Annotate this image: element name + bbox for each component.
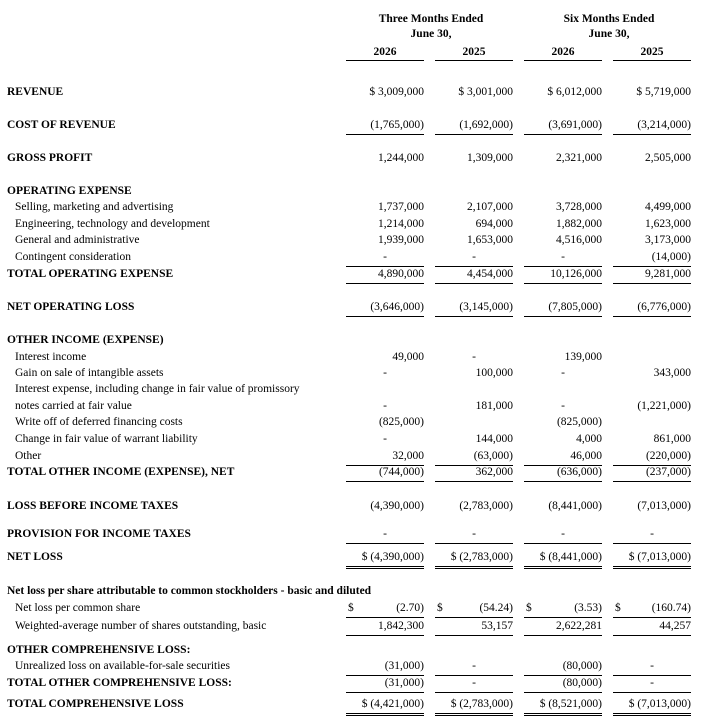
value-cell	[435, 268, 513, 280]
value-text: (2.70)	[396, 602, 424, 614]
underline-rule	[613, 481, 691, 482]
value-text: -	[383, 433, 387, 445]
currency-symbol: $	[437, 602, 443, 614]
value-cell	[435, 119, 513, 131]
underline-rule	[524, 481, 602, 482]
currency-symbol: $	[526, 602, 532, 614]
underline-rule	[435, 675, 513, 676]
value-cell	[613, 450, 691, 462]
value-text: 1,244,000	[378, 152, 424, 164]
underline-rule	[435, 635, 513, 636]
header-year: 2026	[551, 46, 575, 58]
value-cell	[524, 301, 602, 313]
underline-rule	[613, 134, 691, 135]
value-cell	[346, 551, 424, 563]
value-cell	[524, 86, 602, 98]
header-rule	[613, 60, 691, 61]
row-label: NET OPERATING LOSS	[7, 301, 135, 313]
underline-rule	[346, 316, 424, 317]
value-text: $ (4,390,000)	[361, 551, 424, 563]
value-text: $ (7,013,000)	[628, 551, 691, 563]
value-text: (237,000)	[645, 466, 691, 478]
value-cell	[613, 86, 691, 98]
underline-rule	[524, 617, 602, 618]
underline-rule	[346, 481, 424, 482]
value-text: $ (7,013,000)	[628, 698, 691, 710]
value-cell	[346, 677, 424, 689]
header-year: 2025	[462, 46, 486, 58]
row-label: Net loss per common share	[15, 602, 141, 614]
value-text: (1,221,000)	[637, 400, 691, 412]
value-text: (31,000)	[384, 677, 424, 689]
value-cell	[346, 351, 424, 363]
value-cell	[613, 528, 691, 540]
value-text: (1,765,000)	[370, 119, 424, 131]
underline-rule	[613, 692, 691, 693]
underline-rule	[524, 316, 602, 317]
currency-symbol: $	[615, 602, 621, 614]
row-label: TOTAL OTHER COMPREHENSIVE LOSS:	[7, 677, 232, 689]
double-underline-rule	[346, 568, 424, 569]
value-cell	[524, 152, 602, 164]
underline-rule	[435, 481, 513, 482]
value-cell	[346, 301, 424, 313]
row-label: Engineering, technology and development	[15, 218, 210, 230]
value-text: -	[561, 367, 565, 379]
row-label: notes carried at fair value	[15, 400, 132, 412]
value-text: 3,173,000	[645, 234, 691, 246]
value-text: (3,691,000)	[548, 119, 602, 131]
row-label: Net loss per share attributable to common stockholders - basic and diluted	[7, 585, 372, 597]
underline-rule	[524, 675, 602, 676]
value-text: (1,692,000)	[459, 119, 513, 131]
value-cell	[346, 218, 424, 230]
value-cell	[613, 152, 691, 164]
value-text: -	[650, 528, 654, 540]
value-cell	[435, 466, 513, 478]
value-text: $ (4,421,000)	[361, 698, 424, 710]
value-cell	[524, 602, 602, 614]
value-text: (636,000)	[556, 466, 602, 478]
value-text: (80,000)	[562, 660, 602, 672]
underline-rule	[613, 635, 691, 636]
value-text: -	[561, 251, 565, 263]
value-text: 2,505,000	[645, 152, 691, 164]
underline-rule	[346, 266, 424, 267]
value-text: (14,000)	[651, 251, 691, 263]
value-text: 49,000	[392, 351, 424, 363]
value-text: -	[472, 677, 476, 689]
row-label: TOTAL OTHER INCOME (EXPENSE), NET	[7, 466, 235, 478]
value-text: $ 5,719,000	[636, 86, 691, 98]
value-text: -	[383, 367, 387, 379]
value-cell	[613, 400, 691, 412]
value-cell	[613, 551, 691, 563]
header-group-six-months	[524, 12, 694, 42]
value-text: 1,623,000	[645, 218, 691, 230]
value-text: 1,939,000	[378, 234, 424, 246]
underline-rule	[524, 566, 602, 567]
underline-rule	[524, 283, 602, 284]
value-cell	[613, 251, 691, 263]
value-text: (8,441,000)	[548, 500, 602, 512]
value-cell	[613, 201, 691, 213]
value-text: (7,805,000)	[548, 301, 602, 313]
value-text: -	[472, 251, 476, 263]
value-text: 1,737,000	[378, 201, 424, 213]
value-text: $ (8,521,000)	[539, 698, 602, 710]
value-text: (54.24)	[479, 602, 513, 614]
value-text: -	[383, 251, 387, 263]
value-text: -	[472, 660, 476, 672]
value-text: -	[383, 528, 387, 540]
value-text: 4,516,000	[556, 234, 602, 246]
value-cell	[435, 400, 513, 412]
value-cell	[524, 351, 602, 363]
header-rule	[435, 60, 513, 61]
value-text: 1,842,300	[378, 620, 424, 632]
row-label: OTHER INCOME (EXPENSE)	[7, 334, 164, 346]
value-cell	[346, 152, 424, 164]
underline-rule	[346, 566, 424, 567]
value-cell	[346, 500, 424, 512]
value-text: -	[561, 528, 565, 540]
underline-rule	[435, 692, 513, 693]
double-underline-rule	[346, 715, 424, 716]
underline-rule	[346, 675, 424, 676]
value-cell	[346, 620, 424, 632]
underline-rule	[435, 617, 513, 618]
row-label: REVENUE	[7, 86, 64, 98]
underline-rule	[346, 713, 424, 714]
row-label: GROSS PROFIT	[7, 152, 93, 164]
value-cell	[524, 400, 602, 412]
value-text: 2,107,000	[467, 201, 513, 213]
value-text: 2,321,000	[556, 152, 602, 164]
row-label: Write off of deferred financing costs	[15, 416, 183, 428]
value-cell	[435, 351, 513, 363]
row-label: Interest expense, including change in fair value of promissory	[15, 383, 300, 395]
underline-rule	[435, 283, 513, 284]
value-cell	[613, 367, 691, 379]
value-cell	[346, 234, 424, 246]
value-cell	[524, 551, 602, 563]
value-text: $ 6,012,000	[547, 86, 602, 98]
double-underline-rule	[613, 715, 691, 716]
value-cell	[435, 367, 513, 379]
underline-rule	[613, 316, 691, 317]
currency-symbol: $	[348, 602, 354, 614]
value-text: (744,000)	[378, 466, 424, 478]
value-text: 53,157	[481, 620, 513, 632]
value-cell	[435, 433, 513, 445]
value-cell	[613, 677, 691, 689]
value-text: $ 3,001,000	[458, 86, 513, 98]
underline-rule	[524, 692, 602, 693]
value-text: 1,653,000	[467, 234, 513, 246]
row-label: General and administrative	[15, 234, 140, 246]
underline-rule	[435, 266, 513, 267]
value-cell	[613, 602, 691, 614]
underline-rule	[613, 675, 691, 676]
value-text: (80,000)	[562, 677, 602, 689]
value-text: 1,882,000	[556, 218, 602, 230]
header-group-label: Three Months Ended	[378, 13, 484, 25]
value-cell	[524, 367, 602, 379]
value-text: 4,499,000	[645, 201, 691, 213]
header-group-label: Six Months Ended	[563, 13, 655, 25]
value-text: 9,281,000	[645, 268, 691, 280]
value-text: (6,776,000)	[637, 301, 691, 313]
value-cell	[613, 218, 691, 230]
value-cell	[435, 551, 513, 563]
value-text: 10,126,000	[550, 268, 602, 280]
double-underline-rule	[613, 568, 691, 569]
value-cell	[524, 119, 602, 131]
value-cell	[524, 620, 602, 632]
value-cell	[524, 450, 602, 462]
value-text: $ 3,009,000	[369, 86, 424, 98]
value-text: -	[472, 528, 476, 540]
row-label: Contingent consideration	[15, 251, 131, 263]
value-cell	[613, 119, 691, 131]
value-text: (3,214,000)	[637, 119, 691, 131]
underline-rule	[435, 713, 513, 714]
value-text: 1,214,000	[378, 218, 424, 230]
underline-rule	[435, 134, 513, 135]
value-cell	[524, 433, 602, 445]
value-text: (3.53)	[574, 602, 602, 614]
underline-rule	[613, 266, 691, 267]
value-cell	[613, 660, 691, 672]
underline-rule	[435, 566, 513, 567]
value-text: (31,000)	[384, 660, 424, 672]
row-label: Interest income	[15, 351, 87, 363]
value-text: 4,000	[576, 433, 602, 445]
value-text: 2,622,281	[556, 620, 602, 632]
row-label: Weighted-average number of shares outstanding, basic	[15, 620, 267, 632]
value-text: (7,013,000)	[637, 500, 691, 512]
value-cell	[613, 268, 691, 280]
value-cell	[613, 433, 691, 445]
value-cell	[435, 301, 513, 313]
value-cell	[346, 251, 424, 263]
row-label: Change in fair value of warrant liability	[15, 433, 198, 445]
value-text: 861,000	[653, 433, 691, 445]
value-cell	[346, 602, 424, 614]
value-cell	[613, 620, 691, 632]
value-text: 3,728,000	[556, 201, 602, 213]
value-cell	[524, 500, 602, 512]
value-text: (825,000)	[556, 416, 602, 428]
value-cell	[524, 251, 602, 263]
value-text: (825,000)	[378, 416, 424, 428]
value-cell	[524, 268, 602, 280]
underline-rule	[613, 617, 691, 618]
value-cell	[435, 450, 513, 462]
row-label: Gain on sale of intangible assets	[15, 367, 164, 379]
value-cell	[435, 500, 513, 512]
value-text: 144,000	[475, 433, 513, 445]
value-cell	[613, 698, 691, 710]
value-cell	[435, 698, 513, 710]
value-cell	[524, 660, 602, 672]
value-text: (160.74)	[651, 602, 691, 614]
value-cell	[346, 268, 424, 280]
value-cell	[435, 660, 513, 672]
value-cell	[524, 528, 602, 540]
value-text: $ (2,783,000)	[450, 551, 513, 563]
underline-rule	[524, 134, 602, 135]
double-underline-rule	[524, 715, 602, 716]
value-text: $ (2,783,000)	[450, 698, 513, 710]
value-cell	[346, 367, 424, 379]
underline-rule	[346, 283, 424, 284]
value-text: (4,390,000)	[370, 500, 424, 512]
header-group-three-months	[346, 12, 516, 42]
value-cell	[435, 677, 513, 689]
underline-rule	[435, 316, 513, 317]
value-cell	[524, 234, 602, 246]
value-text: (63,000)	[473, 450, 513, 462]
underline-rule	[613, 713, 691, 714]
value-text: -	[383, 400, 387, 412]
row-label: TOTAL COMPREHENSIVE LOSS	[7, 698, 184, 710]
row-label: Unrealized loss on available-for-sale securities	[15, 660, 230, 672]
row-label: Selling, marketing and advertising	[15, 201, 174, 213]
value-cell	[435, 620, 513, 632]
double-underline-rule	[435, 568, 513, 569]
value-text: (3,145,000)	[459, 301, 513, 313]
value-text: -	[561, 400, 565, 412]
double-underline-rule	[524, 568, 602, 569]
value-text: 343,000	[653, 367, 691, 379]
value-text: 4,890,000	[378, 268, 424, 280]
row-label: PROVISION FOR INCOME TAXES	[7, 528, 191, 540]
value-cell	[524, 466, 602, 478]
value-text: 694,000	[475, 218, 513, 230]
row-label: OPERATING EXPENSE	[7, 185, 132, 197]
value-cell	[613, 466, 691, 478]
underline-rule	[524, 635, 602, 636]
underline-rule	[524, 543, 602, 544]
row-label: COST OF REVENUE	[7, 119, 116, 131]
underline-rule	[613, 283, 691, 284]
value-cell	[346, 698, 424, 710]
value-text: 1,309,000	[467, 152, 513, 164]
value-cell	[435, 251, 513, 263]
value-cell	[613, 500, 691, 512]
value-cell	[524, 218, 602, 230]
header-rule	[524, 60, 602, 61]
value-text: 32,000	[392, 450, 424, 462]
value-cell	[346, 528, 424, 540]
value-text: (2,783,000)	[459, 500, 513, 512]
value-text: -	[472, 351, 476, 363]
row-label: NET LOSS	[7, 551, 63, 563]
value-cell	[346, 660, 424, 672]
value-text: 4,454,000	[467, 268, 513, 280]
value-cell	[435, 528, 513, 540]
value-cell	[346, 466, 424, 478]
value-text: (220,000)	[645, 450, 691, 462]
value-text: 139,000	[564, 351, 602, 363]
row-label: OTHER COMPREHENSIVE LOSS:	[7, 644, 191, 656]
value-text: -	[650, 677, 654, 689]
value-cell	[524, 698, 602, 710]
value-cell	[435, 201, 513, 213]
value-cell	[524, 677, 602, 689]
underline-rule	[346, 617, 424, 618]
underline-rule	[524, 266, 602, 267]
underline-rule	[613, 566, 691, 567]
value-text: 181,000	[475, 400, 513, 412]
row-label: TOTAL OPERATING EXPENSE	[7, 268, 174, 280]
header-group-sub: June 30,	[588, 28, 630, 40]
value-cell	[346, 400, 424, 412]
value-cell	[346, 201, 424, 213]
header-year: 2025	[640, 46, 664, 58]
value-text: 100,000	[475, 367, 513, 379]
underline-rule	[346, 692, 424, 693]
underline-rule	[435, 543, 513, 544]
value-text: $ (8,441,000)	[539, 551, 602, 563]
underline-rule	[346, 134, 424, 135]
value-text: 44,257	[659, 620, 691, 632]
value-cell	[346, 119, 424, 131]
value-cell	[435, 234, 513, 246]
value-text: (3,646,000)	[370, 301, 424, 313]
value-cell	[435, 602, 513, 614]
value-cell	[346, 433, 424, 445]
underline-rule	[346, 635, 424, 636]
value-cell	[613, 234, 691, 246]
value-text: -	[650, 660, 654, 672]
value-cell	[346, 416, 424, 428]
value-cell	[613, 301, 691, 313]
row-label: Other	[15, 450, 42, 462]
value-cell	[435, 86, 513, 98]
value-cell	[524, 201, 602, 213]
row-label: LOSS BEFORE INCOME TAXES	[7, 500, 179, 512]
value-cell	[435, 152, 513, 164]
underline-rule	[346, 543, 424, 544]
underline-rule	[613, 543, 691, 544]
double-underline-rule	[435, 715, 513, 716]
value-text: 46,000	[570, 450, 602, 462]
header-year: 2026	[373, 46, 397, 58]
value-cell	[435, 218, 513, 230]
value-cell	[346, 450, 424, 462]
value-cell	[346, 86, 424, 98]
header-rule	[346, 60, 424, 61]
value-text: 362,000	[475, 466, 513, 478]
header-group-sub: June 30,	[410, 28, 452, 40]
underline-rule	[524, 713, 602, 714]
value-cell	[524, 416, 602, 428]
